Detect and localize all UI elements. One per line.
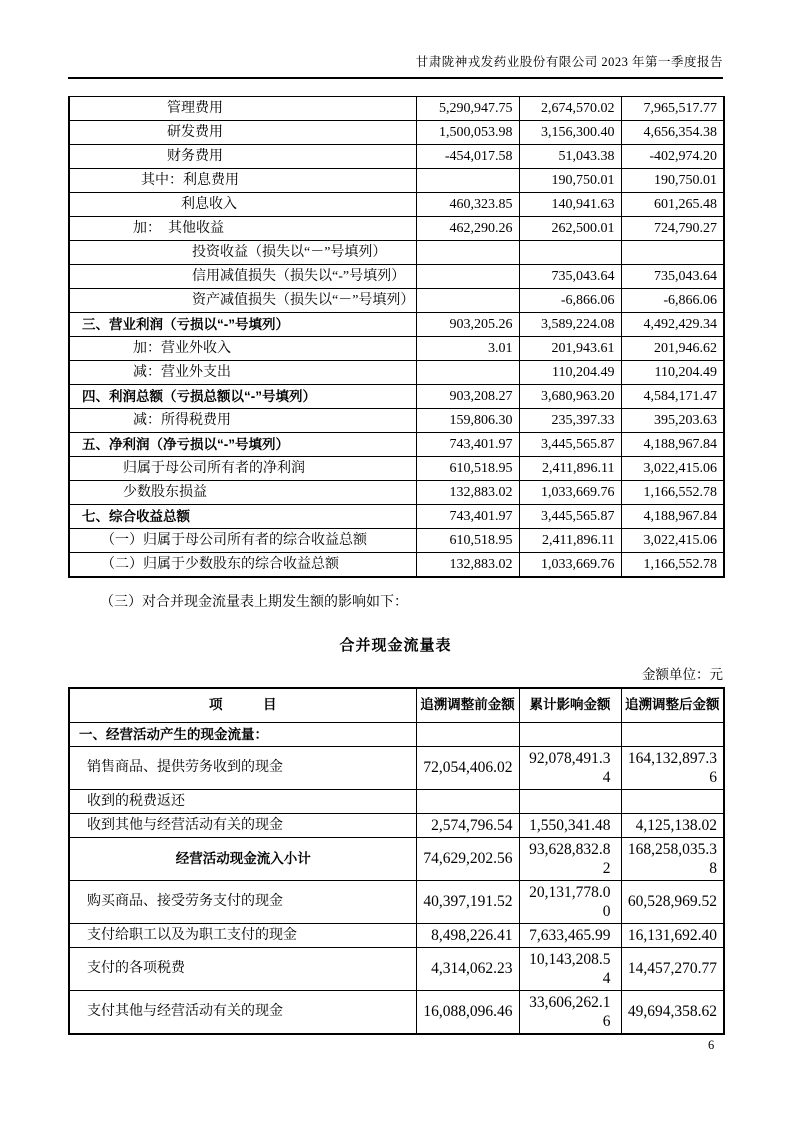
row-value: 7,633,465.99 [519, 923, 621, 947]
row-value: 610,518.95 [416, 529, 519, 553]
row-value: 40,397,191.52 [416, 880, 519, 923]
row-value [621, 241, 724, 265]
section-note: （三）对合并现金流量表上期发生额的影响如下： [100, 595, 408, 610]
table-row [69, 193, 724, 217]
table-row [69, 923, 724, 947]
row-value: 3,022,415.06 [621, 457, 724, 481]
row-value: 201,946.62 [621, 337, 724, 361]
row-label: 经营活动现金流入小计 [69, 837, 416, 880]
row-value: 190,750.01 [621, 169, 724, 193]
table-row [69, 265, 724, 289]
table-row [69, 361, 724, 385]
row-value: 395,203.63 [621, 409, 724, 433]
row-label: 销售商品、提供劳务收到的现金 [69, 746, 416, 789]
table-row [69, 813, 724, 837]
row-value: 460,323.85 [416, 193, 519, 217]
row-value: 3,589,224.08 [519, 313, 621, 337]
table-row [69, 457, 724, 481]
row-value: -402,974.20 [621, 145, 724, 169]
row-value: 159,806.30 [416, 409, 519, 433]
row-label: 三、营业利润（亏损以“-”号填列） [69, 313, 416, 337]
row-value: 462,290.26 [416, 217, 519, 241]
row-label: 减：营业外支出 [69, 361, 416, 385]
row-label: 收到其他与经营活动有关的现金 [69, 813, 416, 837]
row-value: 601,265.48 [621, 193, 724, 217]
row-value: 49,694,358.62 [621, 990, 724, 1034]
table-row [69, 722, 724, 746]
table-row [69, 746, 724, 789]
row-value: 14,457,270.77 [621, 947, 724, 990]
row-value: 3,022,415.06 [621, 529, 724, 553]
table-header-row [69, 688, 724, 722]
row-label: 研发费用 [69, 121, 416, 145]
row-value: 190,750.01 [519, 169, 621, 193]
row-label: 管理费用 [69, 97, 416, 121]
table-row [69, 880, 724, 923]
row-value [519, 241, 621, 265]
row-value: 4,584,171.47 [621, 385, 724, 409]
row-value: 4,492,429.34 [621, 313, 724, 337]
row-value: 1,166,552.78 [621, 481, 724, 505]
row-value: 3,445,565.87 [519, 433, 621, 457]
page-number: 6 [708, 1038, 715, 1052]
row-value: -6,866.06 [621, 289, 724, 313]
row-label: 七、综合收益总额 [69, 505, 416, 529]
row-value: 3.01 [416, 337, 519, 361]
row-value: 743,401.97 [416, 433, 519, 457]
table-row [69, 789, 724, 813]
row-value: 1,550,341.48 [519, 813, 621, 837]
row-label: 支付其他与经营活动有关的现金 [69, 990, 416, 1034]
row-value [416, 169, 519, 193]
row-value: 3,680,963.20 [519, 385, 621, 409]
row-value [519, 722, 621, 746]
row-label: （一）归属于母公司所有者的综合收益总额 [69, 529, 416, 553]
table-row [69, 837, 724, 880]
row-label: （二）归属于少数股东的综合收益总额 [69, 553, 416, 578]
row-value: 735,043.64 [621, 265, 724, 289]
row-value: 4,314,062.23 [416, 947, 519, 990]
row-label: 购买商品、接受劳务支付的现金 [69, 880, 416, 923]
row-value: 3,445,565.87 [519, 505, 621, 529]
row-value: 201,943.61 [519, 337, 621, 361]
row-value [416, 241, 519, 265]
table-row [69, 990, 724, 1034]
row-value: 1,033,669.76 [519, 553, 621, 578]
row-value: 262,500.01 [519, 217, 621, 241]
row-value: 4,188,967.84 [621, 433, 724, 457]
table-row [69, 241, 724, 265]
row-value: 1,500,053.98 [416, 121, 519, 145]
row-label: 收到的税费返还 [69, 789, 416, 813]
row-label: 加： 其他收益 [69, 217, 416, 241]
table-row [69, 145, 724, 169]
row-value: 903,205.26 [416, 313, 519, 337]
row-label: 四、利润总额（亏损总额以“-”号填列） [69, 385, 416, 409]
row-value: 33,606,262.16 [519, 990, 621, 1034]
row-value: 110,204.49 [519, 361, 621, 385]
row-label: 减：所得税费用 [69, 409, 416, 433]
row-value: 7,965,517.77 [621, 97, 724, 121]
row-label: 支付的各项税费 [69, 947, 416, 990]
row-value: 140,941.63 [519, 193, 621, 217]
row-label: 支付给职工以及为职工支付的现金 [69, 923, 416, 947]
column-header: 追溯调整前金额 [416, 688, 519, 722]
row-value: 743,401.97 [416, 505, 519, 529]
table-row [69, 947, 724, 990]
row-value: 110,204.49 [621, 361, 724, 385]
row-value: 2,674,570.02 [519, 97, 621, 121]
row-value: -454,017.58 [416, 145, 519, 169]
row-label: 信用减值损失（损失以“-”号填列） [69, 265, 416, 289]
row-value: 3,156,300.40 [519, 121, 621, 145]
row-value: 4,188,967.84 [621, 505, 724, 529]
column-header: 追溯调整后金额 [621, 688, 724, 722]
row-value: 5,290,947.75 [416, 97, 519, 121]
row-label: 少数股东损益 [69, 481, 416, 505]
row-value: 4,125,138.02 [621, 813, 724, 837]
table-row [69, 505, 724, 529]
row-value [416, 289, 519, 313]
table-row [69, 217, 724, 241]
row-label: 利息收入 [69, 193, 416, 217]
row-value: 93,628,832.82 [519, 837, 621, 880]
row-value [621, 789, 724, 813]
table-row [69, 385, 724, 409]
income-statement-table [68, 96, 725, 578]
row-label: 其中：利息费用 [69, 169, 416, 193]
row-value: 235,397.33 [519, 409, 621, 433]
row-label: 归属于母公司所有者的净利润 [69, 457, 416, 481]
table-row [69, 289, 724, 313]
row-value: 16,131,692.40 [621, 923, 724, 947]
table-row [69, 529, 724, 553]
row-value [621, 722, 724, 746]
row-value: 610,518.95 [416, 457, 519, 481]
table-row [69, 409, 724, 433]
row-value: -6,866.06 [519, 289, 621, 313]
table-row [69, 553, 724, 578]
row-value: 8,498,226.41 [416, 923, 519, 947]
table-row [69, 169, 724, 193]
row-label: 一、经营活动产生的现金流量： [69, 722, 416, 746]
row-value: 51,043.38 [519, 145, 621, 169]
table-row [69, 481, 724, 505]
row-label: 财务费用 [69, 145, 416, 169]
row-value: 164,132,897.36 [621, 746, 724, 789]
table-row [69, 337, 724, 361]
row-value: 724,790.27 [621, 217, 724, 241]
row-value: 132,883.02 [416, 481, 519, 505]
table-row [69, 121, 724, 145]
row-value: 2,411,896.11 [519, 529, 621, 553]
column-header: 累计影响金额 [519, 688, 621, 722]
table-row [69, 313, 724, 337]
row-value: 168,258,035.38 [621, 837, 724, 880]
cashflow-table-title: 合并现金流量表 [339, 637, 452, 654]
row-value: 2,411,896.11 [519, 457, 621, 481]
row-label: 投资收益（损失以“－”号填列） [69, 241, 416, 265]
row-value [416, 361, 519, 385]
row-value [416, 789, 519, 813]
row-label: 资产减值损失（损失以“－”号填列） [69, 289, 416, 313]
row-value: 10,143,208.54 [519, 947, 621, 990]
row-value: 92,078,491.34 [519, 746, 621, 789]
amount-unit-label: 金额单位：元 [642, 667, 723, 682]
row-value: 16,088,096.46 [416, 990, 519, 1034]
row-value: 735,043.64 [519, 265, 621, 289]
column-header: 项 目 [69, 688, 416, 722]
table-row [69, 97, 724, 121]
row-value: 60,528,969.52 [621, 880, 724, 923]
row-value: 903,208.27 [416, 385, 519, 409]
row-label: 五、净利润（净亏损以“-”号填列） [69, 433, 416, 457]
row-value: 1,166,552.78 [621, 553, 724, 578]
row-value: 2,574,796.54 [416, 813, 519, 837]
row-label: 加：营业外收入 [69, 337, 416, 361]
row-value: 4,656,354.38 [621, 121, 724, 145]
row-value: 74,629,202.56 [416, 837, 519, 880]
table-row [69, 433, 724, 457]
row-value: 72,054,406.02 [416, 746, 519, 789]
row-value [519, 789, 621, 813]
cashflow-statement-table [68, 687, 725, 1035]
row-value [416, 722, 519, 746]
row-value: 132,883.02 [416, 553, 519, 578]
row-value: 1,033,669.76 [519, 481, 621, 505]
running-head: 甘肃陇神戎发药业股份有限公司 2023 年第一季度报告 [68, 0, 723, 79]
row-value: 20,131,778.00 [519, 880, 621, 923]
row-value [416, 265, 519, 289]
